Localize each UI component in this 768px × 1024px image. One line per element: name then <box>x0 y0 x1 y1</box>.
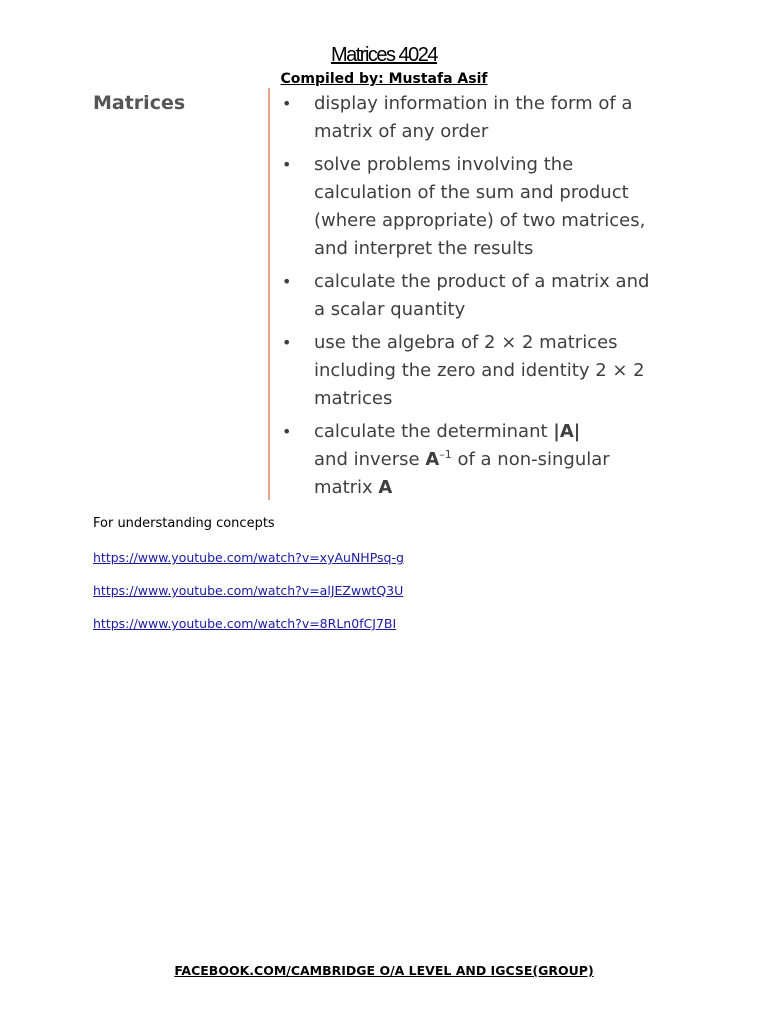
inverse-exponent: –1 <box>439 448 452 461</box>
bullet-icon: • <box>282 155 292 174</box>
bullet-icon: • <box>282 94 292 113</box>
video-links-list <box>93 549 404 648</box>
video-link-3[interactable]: https://www.youtube.com/watch?v=8RLn0fCJ7BI <box>93 616 397 631</box>
list-item <box>93 615 404 648</box>
resources-intro: For understanding concepts <box>93 516 275 531</box>
objective-item <box>280 329 660 413</box>
inverse-symbol-base: A <box>425 449 440 470</box>
list-item <box>93 549 404 582</box>
bullet-icon: • <box>282 333 292 352</box>
video-link-2[interactable]: https://www.youtube.com/watch?v=alJEZwwtQ3U <box>93 583 404 598</box>
syllabus-topic: Matrices <box>93 92 186 114</box>
matrix-symbol: A <box>378 477 393 498</box>
objective-item <box>280 90 660 146</box>
objective-text: display information in the form of a matrix of any order <box>314 93 633 142</box>
determinant-symbol: |A| <box>553 421 581 442</box>
objective-text: use the algebra of 2 × 2 matrices including the zero and identity 2 × 2 matrices <box>314 332 645 409</box>
bullet-icon: • <box>282 272 292 291</box>
objective-text-part: and inverse <box>314 449 420 470</box>
objective-item <box>280 268 660 324</box>
objective-text-part: calculate the determinant <box>314 421 548 442</box>
objective-text-part: of a non-singular matrix <box>314 449 610 498</box>
bullet-icon: • <box>282 422 292 441</box>
page-footer: FACEBOOK.COM/CAMBRIDGE O/A LEVEL AND IGCSE(GROUP) <box>174 963 594 978</box>
author-credit: Compiled by: Mustafa Asif <box>280 71 488 87</box>
column-divider <box>268 88 270 500</box>
objectives-list <box>280 90 660 507</box>
objective-text: calculate the product of a matrix and a scalar quantity <box>314 271 650 320</box>
list-item <box>93 582 404 615</box>
objective-text: solve problems involving the calculation of the sum and product (where appropriate) of two matrices, and interpret the results <box>314 154 646 259</box>
page-title: Matrices 4024 <box>330 44 438 66</box>
objective-item <box>280 151 660 263</box>
video-link-1[interactable]: https://www.youtube.com/watch?v=xyAuNHPsq-g <box>93 550 404 565</box>
objective-item <box>280 418 660 502</box>
